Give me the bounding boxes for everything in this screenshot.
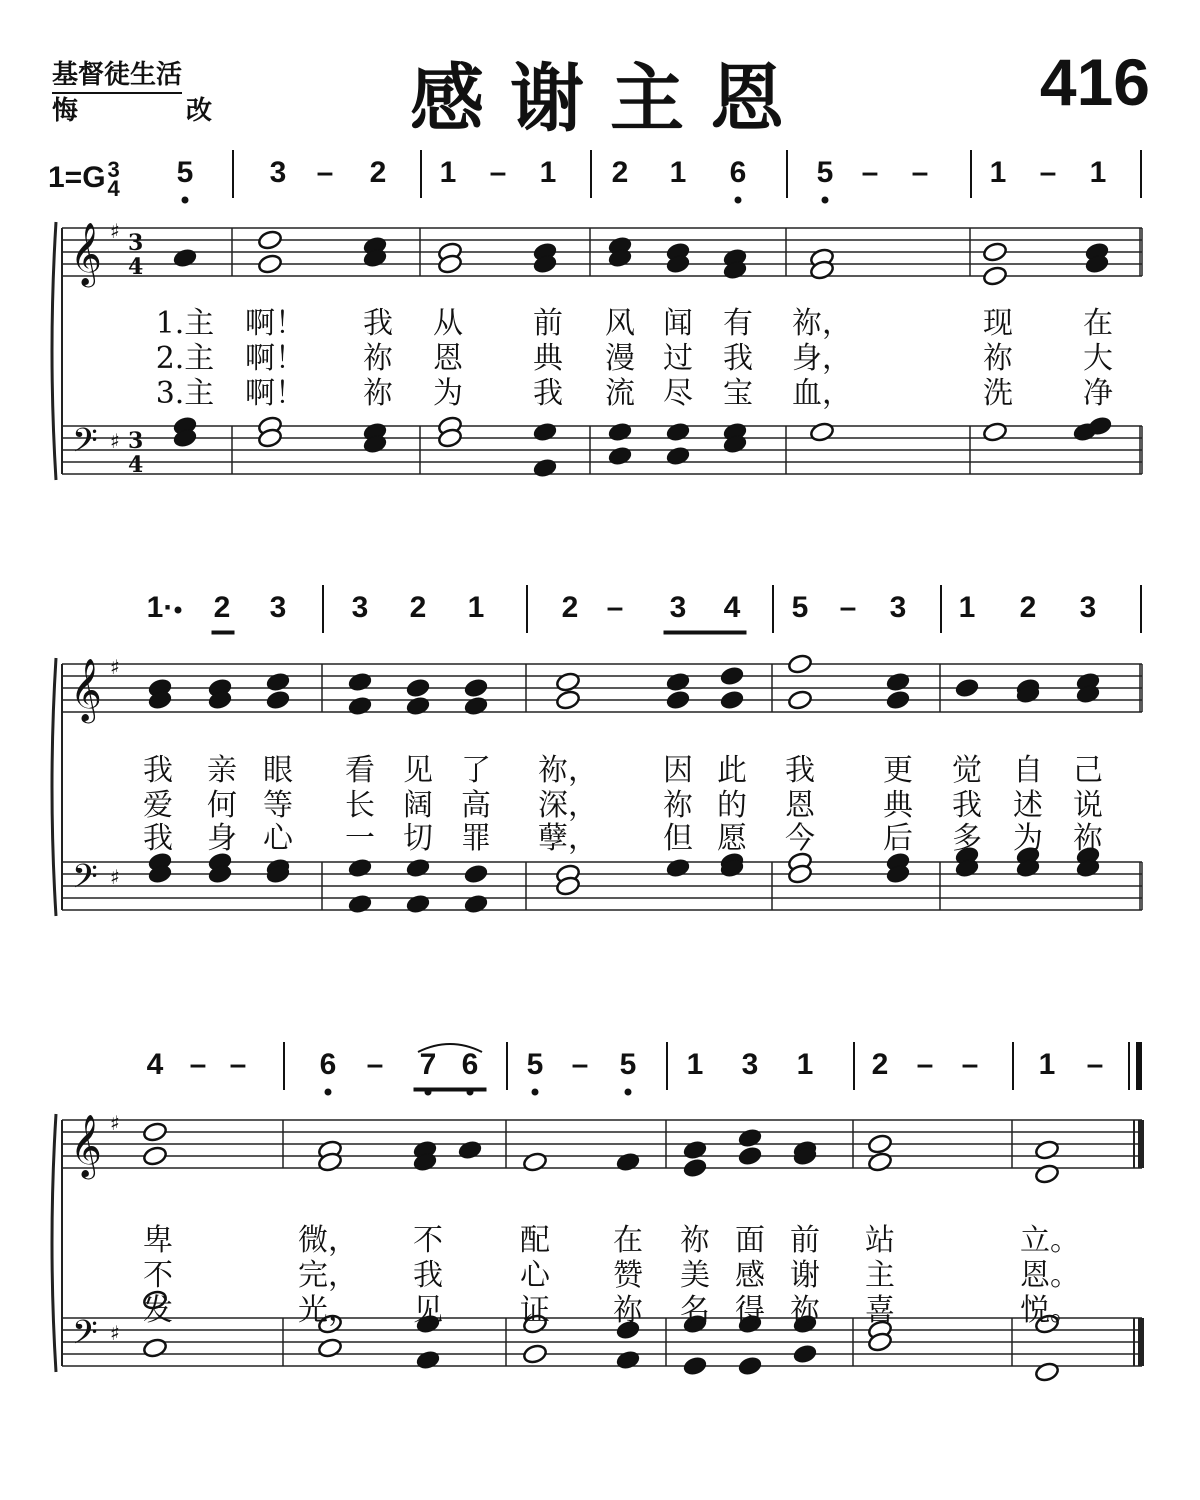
jianpu-note: 1 <box>1089 156 1107 189</box>
lyric-syllable: 爱 <box>143 788 173 823</box>
bass-note-head <box>463 863 489 885</box>
system-brace <box>52 1114 56 1372</box>
bass-note-head <box>665 421 691 443</box>
treble-note-head <box>405 677 431 699</box>
lyric-syllable: 美 <box>680 1258 710 1293</box>
time-top: 3 <box>107 157 120 182</box>
treble-note-head <box>265 689 291 711</box>
lyric-syllable: 祢 <box>663 788 693 823</box>
jianpu-note: – <box>229 1048 247 1081</box>
jianpu-note: – <box>366 1048 384 1081</box>
jianpu-note: 5 <box>176 156 194 189</box>
jianpu-note: 5 <box>791 591 809 624</box>
jianpu-note: – <box>961 1048 979 1081</box>
jianpu-note: 1 <box>796 1048 814 1081</box>
lyric-syllable: 大 <box>1083 341 1113 376</box>
treble-clef-icon: 𝄞 <box>70 1114 102 1177</box>
lyric-syllable: 亲 <box>207 753 237 788</box>
lyric-syllable: 证 <box>520 1293 550 1328</box>
treble-note-head <box>1034 1163 1060 1185</box>
treble-note-head <box>555 689 581 711</box>
bass-note-head <box>809 421 835 443</box>
jianpu-note: – <box>489 156 507 189</box>
treble-note-head <box>982 241 1008 263</box>
bass-note-head <box>607 445 633 467</box>
jianpu-note: 2 <box>1019 591 1037 624</box>
lyric-syllable: 悦。 <box>1020 1293 1080 1328</box>
jianpu-note: – <box>1039 156 1057 189</box>
jianpu-note: – <box>916 1048 934 1081</box>
jianpu-note: 1 <box>1038 1048 1056 1081</box>
jianpu-note: – <box>571 1048 589 1081</box>
key-sharp-icon: ♯ <box>110 429 120 453</box>
treble-clef-icon: 𝄞 <box>70 222 102 285</box>
lyric-syllable: 深， <box>538 788 598 823</box>
lyric-syllable: 为 <box>433 376 463 411</box>
lyric-syllable: 多 <box>952 821 982 856</box>
category-sub-b: 改 <box>185 96 212 126</box>
treble-note-head <box>1034 1139 1060 1161</box>
jianpu-note: 6 <box>461 1048 479 1081</box>
lyric-syllable: 赞 <box>613 1258 643 1293</box>
jianpu-note: 3 <box>351 591 369 624</box>
lyric-syllable: 了 <box>461 753 491 788</box>
lyric-syllable: 我 <box>785 753 815 788</box>
octave-dot <box>182 197 188 203</box>
lyric-syllable: 祢 <box>680 1223 710 1258</box>
lyric-syllable: 配 <box>520 1223 550 1258</box>
bass-time-bottom: 4 <box>128 452 144 478</box>
jianpu-note: 6 <box>319 1048 337 1081</box>
treble-note-head <box>719 689 745 711</box>
bass-clef-icon: 𝄢 <box>72 1314 98 1360</box>
jianpu-final-barline <box>1128 1042 1130 1090</box>
hymn-number: 416 <box>1039 45 1150 119</box>
lyric-syllable: 现 <box>983 306 1013 341</box>
lyric-syllable: 不 <box>413 1223 443 1258</box>
lyric-syllable: 立。 <box>1020 1223 1080 1258</box>
lyric-syllable: 祢， <box>792 306 852 341</box>
lyric-syllable: 说 <box>1073 788 1103 823</box>
bass-note-head <box>317 1337 343 1359</box>
lyric-syllable: 风 <box>605 306 635 341</box>
octave-dot <box>532 1089 538 1095</box>
lyric-syllable: 见 <box>413 1293 443 1328</box>
bass-note-head <box>792 1343 818 1365</box>
jianpu-barline <box>420 150 422 198</box>
bass-note-head <box>532 421 558 443</box>
treble-note-head <box>257 253 283 275</box>
lyric-syllable: 我 <box>723 341 753 376</box>
lyric-syllable: 1.主 <box>155 306 215 341</box>
lyric-syllable: 祢 <box>613 1293 643 1328</box>
jianpu-note: 5 <box>526 1048 544 1081</box>
jianpu-barline <box>590 150 592 198</box>
lyric-syllable: 光， <box>298 1293 358 1328</box>
bass-note-head <box>142 1337 168 1359</box>
bass-note-head <box>405 857 431 879</box>
lyric-syllable: 我 <box>363 306 393 341</box>
bass-note-head <box>1034 1361 1060 1383</box>
jianpu-note: 4 <box>723 591 741 624</box>
lyric-syllable: 己 <box>1073 753 1103 788</box>
treble-note-head <box>954 677 980 699</box>
octave-dot <box>625 1089 631 1095</box>
treble-note-head <box>982 265 1008 287</box>
lyric-syllable: 因 <box>663 753 693 788</box>
lyric-syllable: 见 <box>403 753 433 788</box>
jianpu-note: 3 <box>889 591 907 624</box>
jianpu-note: 2 <box>561 591 579 624</box>
treble-note-head <box>172 247 198 269</box>
bass-note-head <box>405 893 431 915</box>
category-sub-a: 悔 <box>52 96 79 126</box>
lyric-syllable: 心 <box>263 821 293 856</box>
lyric-syllable: 罪 <box>461 821 491 856</box>
lyric-syllable: 身 <box>207 821 237 856</box>
lyric-syllable: 眼 <box>263 753 293 788</box>
lyric-syllable: 2.主 <box>155 341 215 376</box>
lyric-syllable: 高 <box>461 788 491 823</box>
lyric-syllable: 不 <box>143 1258 173 1293</box>
lyric-syllable: 啊！ <box>245 376 305 411</box>
lyric-syllable: 今 <box>785 821 815 856</box>
lyric-syllable: 阔 <box>403 788 433 823</box>
lyric-syllable: 感 <box>735 1258 765 1293</box>
time-bottom: 4 <box>107 176 120 201</box>
lyric-syllable: 在 <box>613 1223 643 1258</box>
jianpu-note: 3 <box>269 156 287 189</box>
lyric-syllable: 此 <box>717 753 747 788</box>
jianpu-note: 1 <box>467 591 485 624</box>
lyric-syllable: 喜 <box>865 1293 895 1328</box>
lyric-syllable: 祢 <box>1073 821 1103 856</box>
lyric-syllable: 但 <box>663 821 693 856</box>
bass-note-head <box>737 1355 763 1377</box>
treble-note-head <box>867 1133 893 1155</box>
treble-note-head <box>665 689 691 711</box>
jianpu-note: 4 <box>146 1048 164 1081</box>
lyric-syllable: 微， <box>298 1223 358 1258</box>
jianpu-note: 1 <box>989 156 1007 189</box>
jianpu-barline <box>786 150 788 198</box>
jianpu-note: – <box>1086 1048 1104 1081</box>
system-brace <box>52 658 56 916</box>
octave-dot <box>325 1089 331 1095</box>
treble-note-head <box>142 1121 168 1143</box>
jianpu-note: – <box>189 1048 207 1081</box>
bass-note-head <box>522 1343 548 1365</box>
treble-clef-icon: 𝄞 <box>70 658 102 721</box>
treble-note-head <box>682 1157 708 1179</box>
jianpu-barline <box>970 150 972 198</box>
lyric-syllable: 前 <box>790 1223 820 1258</box>
lyric-syllable: 前 <box>533 306 563 341</box>
bass-note-head <box>982 421 1008 443</box>
lyric-syllable: 尽 <box>663 376 693 411</box>
key-sharp-icon: ♯ <box>110 655 120 679</box>
treble-note-head <box>615 1151 641 1173</box>
jianpu-note: – <box>911 156 929 189</box>
lyric-syllable: 愿 <box>717 821 747 856</box>
bass-note-head <box>665 857 691 879</box>
jianpu-note: – <box>839 591 857 624</box>
bass-note-head <box>682 1355 708 1377</box>
bass-note-head <box>415 1349 441 1371</box>
jianpu-barline <box>772 585 774 633</box>
lyric-syllable: 孽， <box>538 821 598 856</box>
category-line: 基督徒生活 <box>52 58 182 94</box>
jianpu-barline <box>526 585 528 633</box>
treble-note-head <box>867 1151 893 1173</box>
key-sharp-icon: ♯ <box>110 1321 120 1345</box>
treble-time-top: 3 <box>128 230 144 256</box>
jianpu-note: 2 <box>369 156 387 189</box>
lyric-syllable: 述 <box>1013 788 1043 823</box>
lyric-syllable: 宝 <box>723 376 753 411</box>
treble-note-head <box>347 695 373 717</box>
lyric-syllable: 我 <box>143 821 173 856</box>
jianpu-note: 2 <box>213 591 231 624</box>
lyric-syllable: 的 <box>717 788 747 823</box>
lyric-syllable: 等 <box>263 788 293 823</box>
lyric-syllable: 我 <box>143 753 173 788</box>
lyric-syllable: 在 <box>1083 306 1113 341</box>
treble-note-head <box>405 695 431 717</box>
lyric-syllable: 完， <box>298 1258 358 1293</box>
lyric-syllable: 从 <box>433 306 463 341</box>
jianpu-barline <box>940 585 942 633</box>
jianpu-barline <box>322 585 324 633</box>
lyric-syllable: 何 <box>207 788 237 823</box>
treble-time-bottom: 4 <box>128 254 144 280</box>
lyric-syllable: 更 <box>883 753 913 788</box>
jianpu-note: 1 <box>539 156 557 189</box>
lyric-syllable: 典 <box>533 341 563 376</box>
lyric-syllable: 为 <box>1013 821 1043 856</box>
bass-clef-icon: 𝄢 <box>72 422 98 468</box>
jianpu-note: 5 <box>619 1048 637 1081</box>
treble-note-head <box>457 1139 483 1161</box>
treble-note-head <box>142 1145 168 1167</box>
jianpu-barline <box>506 1042 508 1090</box>
lyric-syllable: 啊！ <box>245 341 305 376</box>
lyric-syllable: 站 <box>865 1223 895 1258</box>
jianpu-note: 7 <box>419 1048 437 1081</box>
lyric-syllable: 心 <box>520 1258 550 1293</box>
lyric-syllable: 身， <box>792 341 852 376</box>
lyric-syllable: 卑 <box>143 1223 173 1258</box>
lyric-syllable: 祢 <box>363 376 393 411</box>
treble-note-head <box>555 671 581 693</box>
lyric-syllable: 得 <box>735 1293 765 1328</box>
jianpu-note: 1· <box>146 591 174 624</box>
lyric-syllable: 闻 <box>663 306 693 341</box>
bass-time-top: 3 <box>128 428 144 454</box>
jianpu-barline <box>1012 1042 1014 1090</box>
lyric-syllable: 啊！ <box>245 306 305 341</box>
jianpu-final-barline-thick <box>1136 1042 1142 1090</box>
lyric-syllable: 血， <box>792 376 852 411</box>
bass-note-head <box>615 1349 641 1371</box>
treble-note-head <box>719 665 745 687</box>
octave-dot <box>735 197 741 203</box>
bass-note-head <box>665 445 691 467</box>
jianpu-note: 1 <box>958 591 976 624</box>
treble-note-head <box>885 689 911 711</box>
eighth-underline <box>664 631 746 634</box>
jianpu-note: 1 <box>669 156 687 189</box>
jianpu-note: 1 <box>439 156 457 189</box>
jianpu-note: 5 <box>816 156 834 189</box>
jianpu-barline <box>1140 585 1142 633</box>
jianpu-note: 6 <box>729 156 747 189</box>
lyric-syllable: 恩 <box>433 341 463 376</box>
lyric-syllable: 恩 <box>785 788 815 823</box>
lyric-syllable: 一 <box>345 821 375 856</box>
lyric-syllable: 流 <box>605 376 635 411</box>
treble-note-head <box>787 689 813 711</box>
lyric-syllable: 自 <box>1013 753 1043 788</box>
treble-note-head <box>787 653 813 675</box>
jianpu-note: 3 <box>669 591 687 624</box>
bass-clef-icon: 𝄢 <box>72 858 98 904</box>
treble-note-head <box>257 229 283 251</box>
lyric-syllable: 面 <box>735 1223 765 1258</box>
lyric-syllable: 祢， <box>538 753 598 788</box>
lyric-syllable: 洗 <box>983 376 1013 411</box>
lyric-syllable: 3.主 <box>155 376 215 411</box>
key-sharp-icon: ♯ <box>110 219 120 243</box>
jianpu-barline <box>1140 150 1142 198</box>
treble-note-head <box>265 671 291 693</box>
lyric-syllable: 祢 <box>790 1293 820 1328</box>
treble-note-head <box>665 671 691 693</box>
lyric-syllable: 名 <box>680 1293 710 1328</box>
jianpu-note: 2 <box>409 591 427 624</box>
bass-note-head <box>532 457 558 479</box>
lyric-syllable: 有 <box>723 306 753 341</box>
bass-note-head <box>463 893 489 915</box>
eighth-underline <box>212 631 234 634</box>
treble-note-head <box>463 677 489 699</box>
key-sharp-icon: ♯ <box>110 865 120 889</box>
jianpu-note: – <box>606 591 624 624</box>
jianpu-barline <box>232 150 234 198</box>
jianpu-note: 1 <box>686 1048 704 1081</box>
lyric-syllable: 恩。 <box>1020 1258 1080 1293</box>
lyric-syllable: 主 <box>865 1258 895 1293</box>
treble-note-head <box>737 1145 763 1167</box>
lyric-syllable: 我 <box>952 788 982 823</box>
jianpu-note: – <box>316 156 334 189</box>
lyric-syllable: 祢 <box>363 341 393 376</box>
lyric-syllable: 祢 <box>983 341 1013 376</box>
lyric-syllable: 看 <box>345 753 375 788</box>
octave-dot <box>822 197 828 203</box>
lyric-syllable: 典 <box>883 788 913 823</box>
treble-note-head <box>522 1151 548 1173</box>
eighth-underline <box>414 1088 486 1091</box>
treble-note-head <box>737 1127 763 1149</box>
jianpu-note: 3 <box>269 591 287 624</box>
lyric-syllable: 切 <box>403 821 433 856</box>
lyric-syllable: 净 <box>1083 376 1113 411</box>
lyric-syllable: 后 <box>883 821 913 856</box>
jianpu-note: 3 <box>1079 591 1097 624</box>
jianpu-barline <box>283 1042 285 1090</box>
lyric-syllable: 漫 <box>605 341 635 376</box>
treble-note-head <box>885 671 911 693</box>
key-label: 1=G <box>48 160 106 194</box>
lyric-syllable: 我 <box>533 376 563 411</box>
jianpu-note: – <box>861 156 879 189</box>
bass-note-head <box>607 421 633 443</box>
jianpu-barline <box>853 1042 855 1090</box>
treble-note-head <box>463 695 489 717</box>
treble-note-head <box>682 1139 708 1161</box>
bass-note-head <box>347 893 373 915</box>
treble-note-head <box>347 671 373 693</box>
lyric-syllable: 过 <box>663 341 693 376</box>
jianpu-barline <box>666 1042 668 1090</box>
lyric-syllable: 我 <box>413 1258 443 1293</box>
bass-note-head <box>347 857 373 879</box>
jianpu-note: 2 <box>611 156 629 189</box>
lyric-syllable: 发 <box>143 1293 173 1328</box>
key-sharp-icon: ♯ <box>110 1111 120 1135</box>
lyric-syllable: 谢 <box>790 1258 820 1293</box>
lyric-syllable: 觉 <box>952 753 982 788</box>
jianpu-note: 3 <box>741 1048 759 1081</box>
jianpu-note: 2 <box>871 1048 889 1081</box>
lyric-syllable: 长 <box>345 788 375 823</box>
system-brace <box>52 222 56 480</box>
hymn-title: 感谢主恩 <box>410 56 810 142</box>
